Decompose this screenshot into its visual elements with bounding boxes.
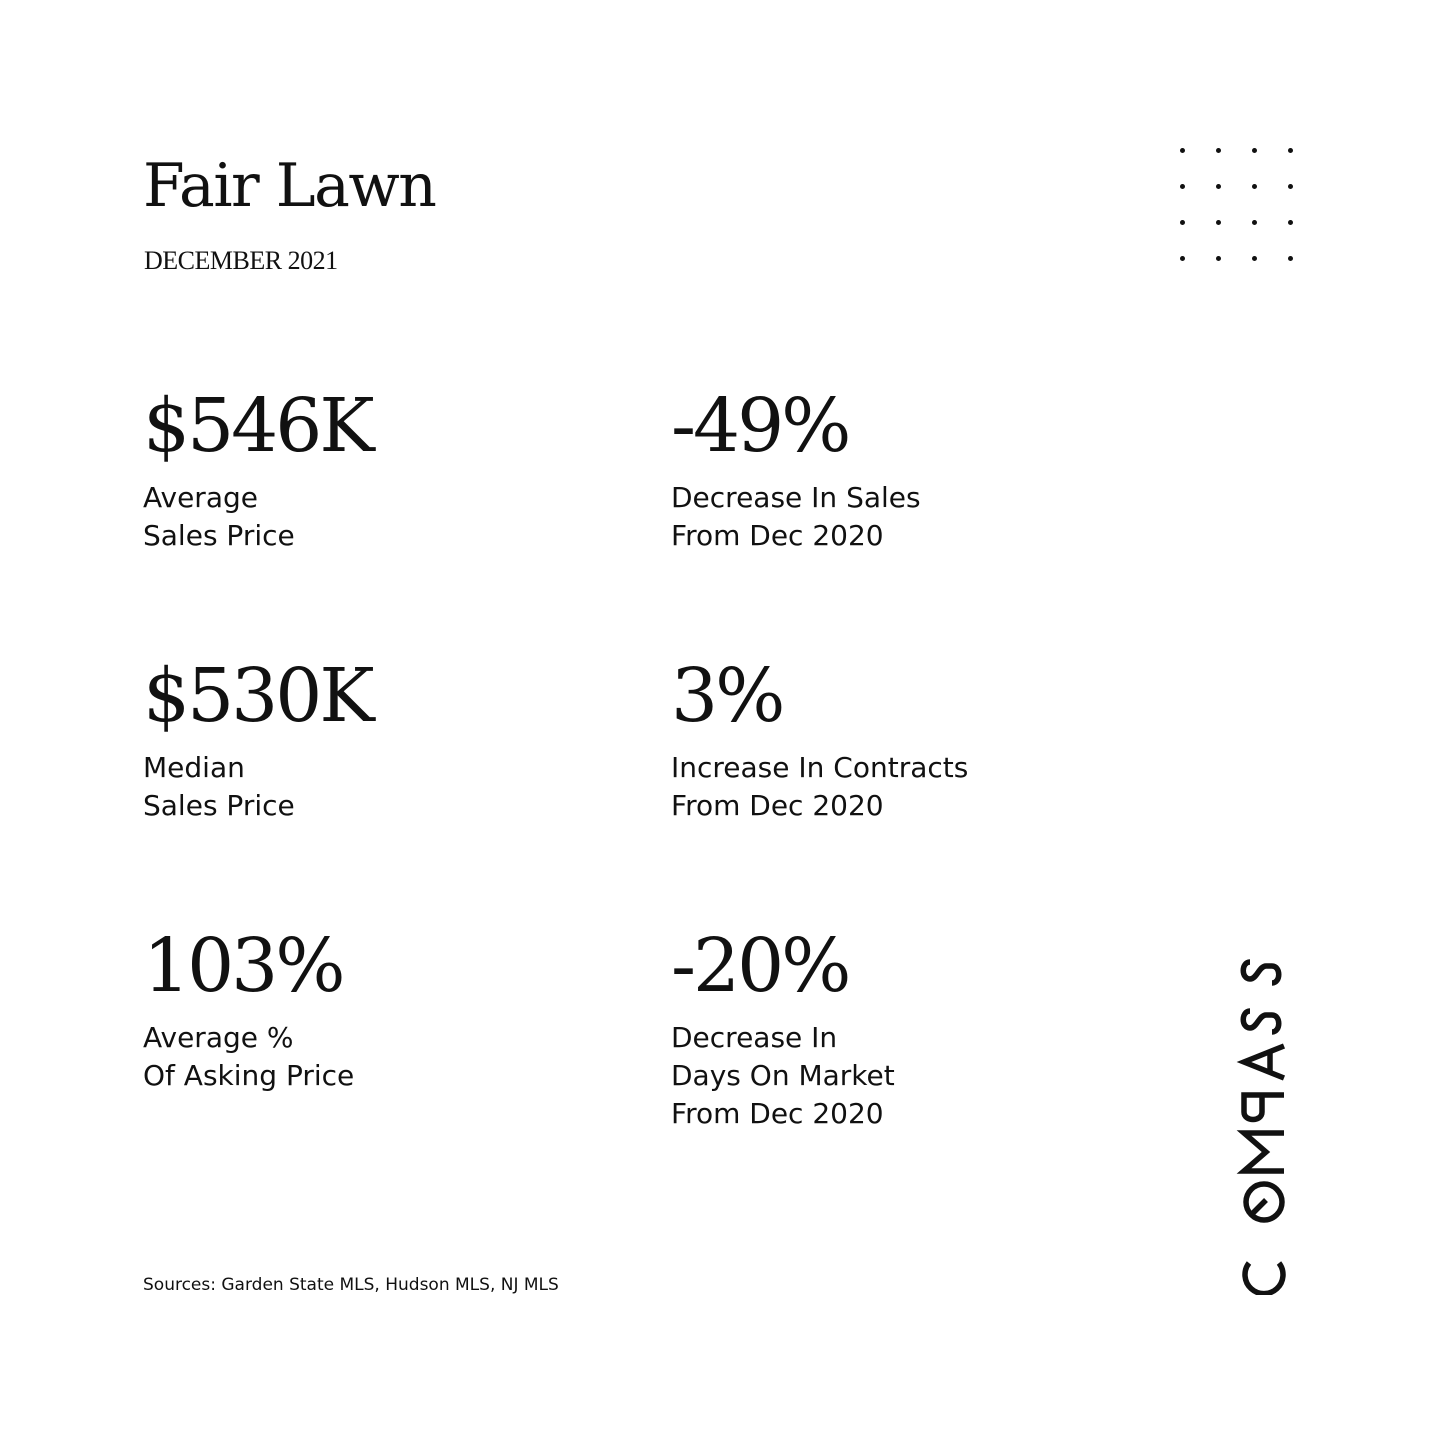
stat-percent-of-asking xyxy=(143,923,355,1095)
stat-value: 103% xyxy=(143,923,343,1009)
stat-value: -20% xyxy=(671,923,849,1009)
dot xyxy=(1252,184,1257,189)
stat-label: Decrease In Sales From Dec 2020 xyxy=(671,481,921,552)
stat-value: 3% xyxy=(671,653,783,739)
dot xyxy=(1252,256,1257,261)
dot xyxy=(1252,148,1257,153)
stat-label: Average Sales Price xyxy=(143,481,295,552)
stat-label: Median Sales Price xyxy=(143,751,295,822)
page-title: Fair Lawn xyxy=(143,151,436,221)
dot-grid-icon xyxy=(1172,140,1302,270)
dot xyxy=(1288,184,1293,189)
dot xyxy=(1180,220,1185,225)
dot xyxy=(1288,148,1293,153)
stat-label: Decrease In Days On Market From Dec 2020 xyxy=(671,1021,895,1130)
stat-days-on-market-change xyxy=(671,923,895,1133)
compass-logo xyxy=(1236,950,1296,1295)
dot xyxy=(1288,256,1293,261)
stat-label: Average % Of Asking Price xyxy=(143,1021,355,1092)
stat-value: $546K xyxy=(143,383,372,469)
stat-label: Increase In Contracts From Dec 2020 xyxy=(671,751,969,822)
dot xyxy=(1216,148,1221,153)
dot xyxy=(1216,256,1221,261)
dot xyxy=(1180,256,1185,261)
dot xyxy=(1216,184,1221,189)
stat-contracts-change xyxy=(671,653,969,825)
stat-sales-change xyxy=(671,383,921,555)
dot xyxy=(1216,220,1221,225)
dot xyxy=(1252,220,1257,225)
report-date: DECEMBER 2021 xyxy=(144,246,338,275)
stat-average-sales-price xyxy=(143,383,372,555)
dot xyxy=(1180,184,1185,189)
dot xyxy=(1180,148,1185,153)
sources-note: Sources: Garden State MLS, Hudson MLS, NJ MLS xyxy=(143,1275,559,1295)
stat-median-sales-price xyxy=(143,653,372,825)
stat-value: $530K xyxy=(143,653,372,739)
stat-value: -49% xyxy=(671,383,849,469)
dot xyxy=(1288,220,1293,225)
